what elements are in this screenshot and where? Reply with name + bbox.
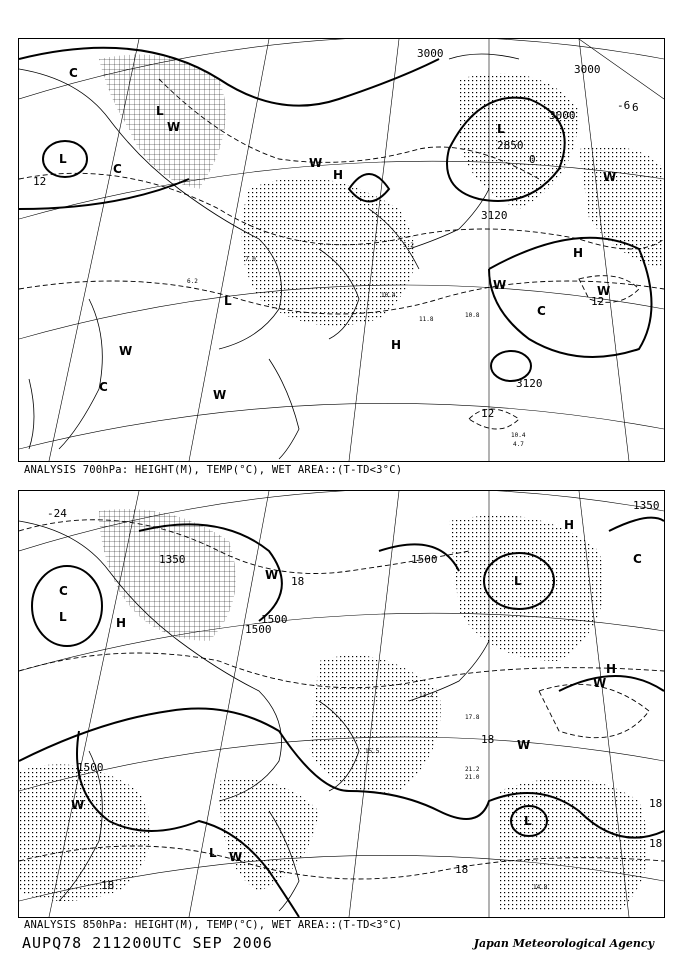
station-obs: 10.4 bbox=[511, 432, 526, 439]
temp-label: 0 bbox=[529, 153, 536, 166]
station-obs: 17.8 bbox=[465, 714, 480, 721]
station-obs: 5.2 bbox=[403, 242, 414, 249]
station-obs: 13.2 bbox=[419, 692, 434, 699]
temp-label: -6 bbox=[617, 99, 631, 112]
temp-label: 12 bbox=[481, 407, 495, 420]
high-center: H bbox=[116, 616, 127, 630]
station-obs: 10.4 bbox=[381, 292, 396, 299]
temp-label: 18 bbox=[455, 863, 469, 876]
wet-areas bbox=[99, 55, 664, 326]
station-obs: 15.5 bbox=[365, 748, 380, 755]
station-obs: 10.8 bbox=[465, 312, 480, 319]
height-label: 1500 bbox=[77, 761, 104, 774]
station-obs: 14.8 bbox=[533, 884, 548, 891]
low-center: L bbox=[224, 294, 232, 308]
height-label: 1500 bbox=[245, 623, 272, 636]
warm-center: W bbox=[493, 278, 507, 292]
temp-label: 12 bbox=[591, 295, 605, 308]
low-center: L bbox=[59, 610, 67, 624]
low-center: L bbox=[209, 846, 217, 860]
temp-label: 18 bbox=[649, 797, 663, 810]
height-label: 1350 bbox=[159, 553, 186, 566]
station-obs: 21.0 bbox=[465, 774, 480, 781]
panel-caption-850hpa: ANALYSIS 850hPa: HEIGHT(M), TEMP(°C), WET AREA::(T-TD<3°C) bbox=[24, 919, 403, 931]
height-label: 1350 bbox=[633, 499, 660, 512]
high-center: H bbox=[573, 246, 584, 260]
map-700hpa-svg bbox=[19, 39, 664, 461]
station-obs: 6.2 bbox=[187, 278, 198, 285]
map-panel-700hpa bbox=[18, 38, 665, 462]
high-center: H bbox=[391, 338, 402, 352]
wet-areas bbox=[19, 509, 648, 911]
panel-caption-700hpa: ANALYSIS 700hPa: HEIGHT(M), TEMP(°C), WET AREA::(T-TD<3°C) bbox=[24, 464, 403, 476]
warm-center: W bbox=[213, 388, 227, 402]
low-center: L bbox=[514, 574, 522, 588]
warm-center: W bbox=[309, 156, 323, 170]
height-label: 1500 bbox=[261, 613, 288, 626]
height-label: 3120 bbox=[516, 377, 543, 390]
height-label: 2850 bbox=[497, 139, 524, 152]
warm-center: W bbox=[517, 738, 531, 752]
low-center: L bbox=[59, 152, 67, 166]
height-label: 3120 bbox=[481, 209, 508, 222]
map-850hpa-svg bbox=[19, 491, 664, 917]
warm-center: W bbox=[229, 850, 243, 864]
temp-label: 18 bbox=[481, 733, 495, 746]
high-center: H bbox=[606, 662, 617, 676]
cold-center: C bbox=[59, 584, 68, 598]
chart-identifier: AUPQ78 211200UTC SEP 2006 bbox=[22, 934, 273, 952]
station-obs: 4.7 bbox=[513, 441, 524, 448]
warm-center: W bbox=[167, 120, 181, 134]
temp-label: -24 bbox=[47, 507, 67, 520]
station-obs: 21.2 bbox=[465, 766, 480, 773]
station-obs: 7.0 bbox=[245, 256, 256, 263]
high-center: H bbox=[333, 168, 344, 182]
height-label: 3000 bbox=[574, 63, 601, 76]
low-center: L bbox=[524, 814, 532, 828]
warm-center: W bbox=[593, 676, 607, 690]
warm-center: W bbox=[71, 798, 85, 812]
map-panel-850hpa bbox=[18, 490, 665, 918]
cold-center: C bbox=[537, 304, 546, 318]
cold-center: C bbox=[633, 552, 642, 566]
station-obs: 11.8 bbox=[419, 316, 434, 323]
agency-name: Japan Meteorological Agency bbox=[473, 937, 654, 950]
high-center: H bbox=[564, 518, 575, 532]
warm-center: W bbox=[597, 284, 611, 298]
low-center: L bbox=[497, 122, 505, 136]
height-label: 3000 bbox=[417, 47, 444, 60]
low-center: L bbox=[156, 104, 164, 118]
temp-label: 18 bbox=[101, 879, 115, 892]
temp-label: 6 bbox=[632, 101, 639, 114]
height-label: 1500 bbox=[411, 553, 438, 566]
cold-center: C bbox=[113, 162, 122, 176]
warm-center: W bbox=[265, 568, 279, 582]
height-label: 3000 bbox=[549, 109, 576, 122]
cold-center: C bbox=[69, 66, 78, 80]
cold-center: C bbox=[99, 380, 108, 394]
warm-center: W bbox=[119, 344, 133, 358]
temp-label: 18 bbox=[291, 575, 305, 588]
temp-label: 12 bbox=[33, 175, 47, 188]
temp-label: 18 bbox=[649, 837, 663, 850]
warm-center: W bbox=[603, 170, 617, 184]
